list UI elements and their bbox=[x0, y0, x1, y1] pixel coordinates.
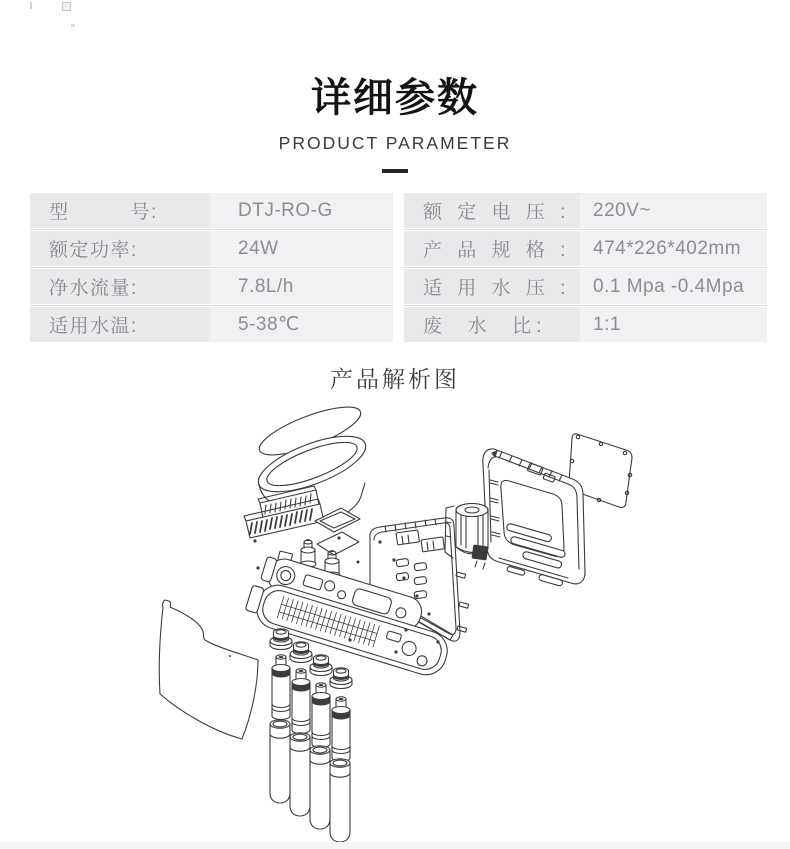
filter-cap bbox=[290, 642, 312, 663]
spec-table-right bbox=[404, 193, 767, 345]
spec-label: 废 水 比: bbox=[404, 307, 580, 342]
spec-label: 型 号: bbox=[30, 193, 210, 228]
table-row bbox=[404, 269, 767, 307]
table-row bbox=[30, 307, 393, 345]
filter-cap bbox=[330, 668, 352, 689]
filter-cap bbox=[310, 655, 332, 676]
front-cover bbox=[159, 600, 258, 739]
spec-value: 5-38℃ bbox=[210, 307, 393, 342]
spec-value: 0.1 Mpa -0.4Mpa bbox=[580, 269, 767, 304]
table-row bbox=[404, 231, 767, 269]
artifact-mark bbox=[62, 2, 71, 11]
spec-label: 产 品 规 格 : bbox=[404, 231, 580, 266]
filter-cartridge bbox=[292, 669, 310, 734]
spec-table-left bbox=[30, 193, 393, 345]
spec-value: 1:1 bbox=[580, 307, 767, 342]
filter-cap bbox=[270, 629, 292, 650]
table-row bbox=[30, 193, 393, 231]
table-row bbox=[404, 307, 767, 345]
page-subtitle: PRODUCT PARAMETER bbox=[278, 133, 512, 153]
filter-cartridge bbox=[312, 683, 330, 748]
diagram-section-title: 产品解析图 bbox=[330, 366, 460, 392]
spec-tables bbox=[30, 193, 767, 345]
spec-label: 额定功率: bbox=[30, 231, 210, 266]
spec-value: 220V~ bbox=[580, 193, 767, 228]
filter-cartridge bbox=[272, 655, 290, 720]
display-grille-panels bbox=[244, 486, 324, 538]
spec-value: DTJ-RO-G bbox=[210, 193, 393, 228]
spec-value: 474*226*402mm bbox=[580, 231, 767, 266]
title-divider bbox=[382, 169, 408, 173]
spec-value: 7.8L/h bbox=[210, 269, 393, 304]
spec-label: 额 定 电 压 : bbox=[404, 193, 580, 228]
spec-value: 24W bbox=[210, 231, 393, 266]
filter-housing bbox=[310, 746, 330, 829]
table-row bbox=[30, 269, 393, 307]
product-exploded-diagram bbox=[40, 390, 760, 848]
page-title: 详细参数 bbox=[311, 76, 479, 120]
filter-housing bbox=[270, 720, 290, 803]
filter-set bbox=[270, 629, 352, 842]
filter-housing bbox=[330, 759, 350, 842]
filter-cartridge bbox=[332, 697, 350, 762]
footer-strip bbox=[0, 842, 790, 849]
section-header bbox=[0, 66, 790, 173]
artifact-mark bbox=[71, 24, 75, 27]
table-row bbox=[404, 193, 767, 231]
spec-label: 适用水温: bbox=[30, 307, 210, 342]
table-row bbox=[30, 231, 393, 269]
filter-housing bbox=[290, 733, 310, 816]
spec-label: 适 用 水 压 : bbox=[404, 269, 580, 304]
artifact-mark bbox=[30, 2, 32, 9]
spec-label: 净水流量: bbox=[30, 269, 210, 304]
